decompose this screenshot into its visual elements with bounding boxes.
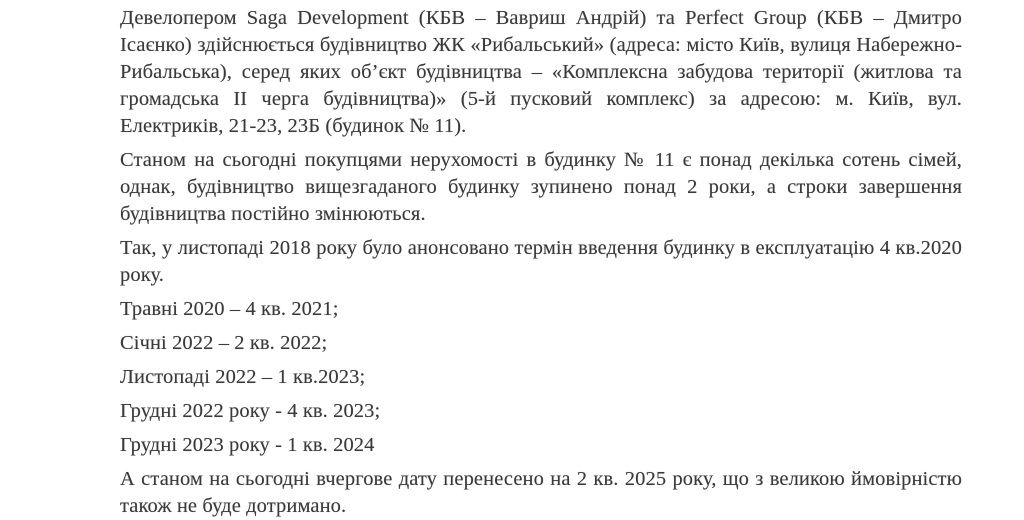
schedule-item-may-2020: Травні 2020 – 4 кв. 2021;	[120, 298, 339, 320]
schedule-item-january-2022: Січні 2022 – 2 кв. 2022;	[120, 332, 328, 354]
paragraph-closing-statement: А станом на сьогодні вчергове дату перенесено на 2 кв. 2025 року, що з великою ймовірністю також не буде дотримано.	[120, 468, 962, 517]
paragraph-developer-info: Девелопером Saga Development (КБВ – Вавриш Андрій) та Perfect Group (КБВ – Дмитро Ісаєнко) здійснюється будівництво ЖК «Рибальський» (адреса: місто Київ, вулиця Набережно-Рибальська), серед яких об’єкт будівництва – «Комплексна забудова території (житлова та громадська ІІ черга будівництва)» (5-й пусковий комплекс) за адресою: м. Київ, вул. Електриків, 21-23, 23Б (будинок № 11).	[120, 7, 962, 137]
paragraph-buyers-status: Станом на сьогодні покупцями нерухомості в будинку № 11 є понад декілька сотень сімей, однак, будівництво вищезгаданого будинку зупинено понад 2 роки, а строки завершення будівництва постійно змінюються.	[120, 149, 962, 225]
paragraph-announced-deadline: Так, у листопаді 2018 року було анонсовано термін введення будинку в експлуатацію 4 кв.2020 року.	[120, 237, 962, 286]
schedule-item-december-2022: Грудні 2022 року - 4 кв. 2023;	[120, 400, 381, 422]
schedule-item-december-2023: Грудні 2023 року - 1 кв. 2024	[120, 434, 375, 456]
schedule-item-november-2022: Листопаді 2022 – 1 кв.2023;	[120, 366, 366, 388]
